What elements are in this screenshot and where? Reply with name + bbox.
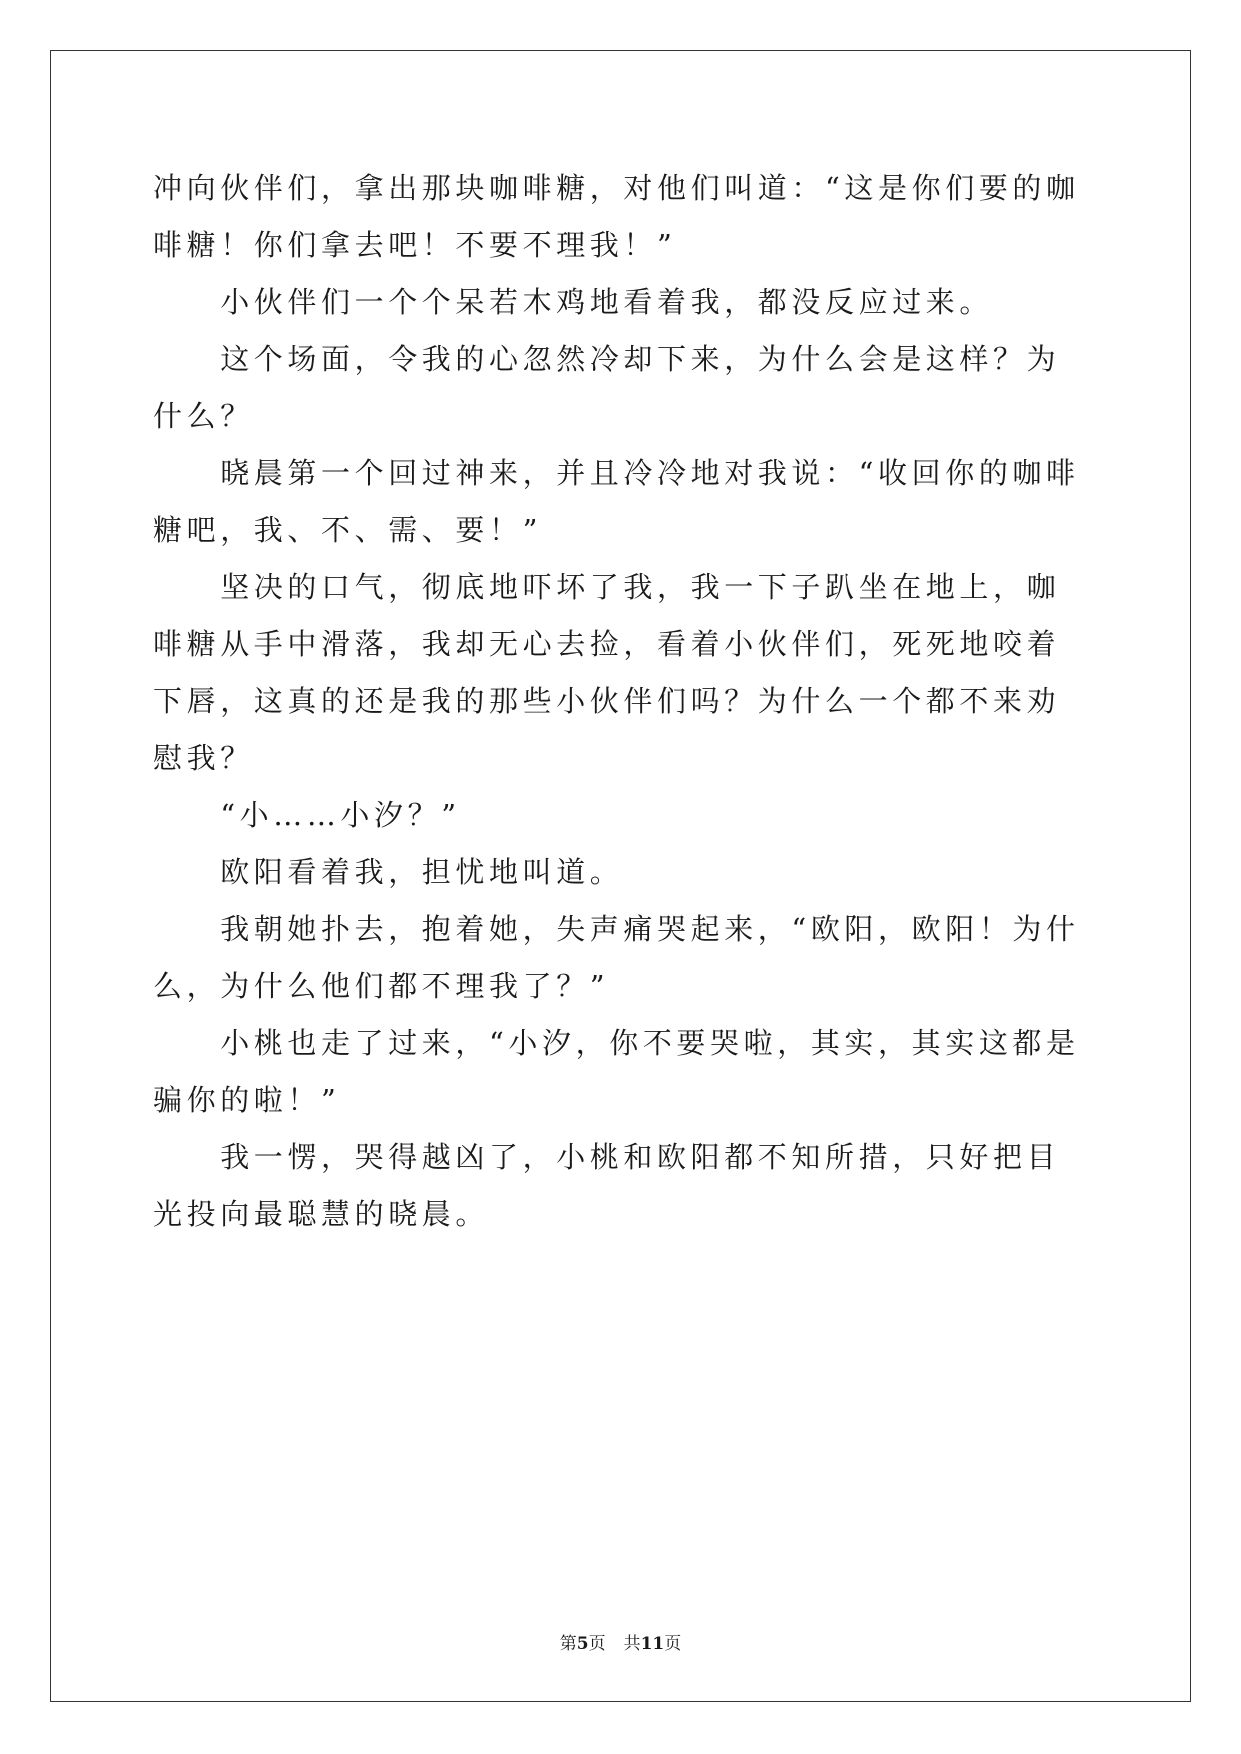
paragraph-5: 坚决的口气，彻底地吓坏了我，我一下子趴坐在地上，咖啡糖从手中滑落，我却无心去捡，看着小伙伴们，死死地咬着下唇，这真的还是我的那些小伙伴们吗？为什么一个都不来劝慰我？ bbox=[153, 570, 1061, 775]
document-body bbox=[153, 160, 1088, 1243]
paragraph-9: 小桃也走了过来，“小汐，你不要哭啦，其实，其实这都是骗你的啦！” bbox=[153, 1026, 1080, 1117]
paragraph-2: 小伙伴们一个个呆若木鸡地看着我，都没反应过来。 bbox=[153, 285, 994, 319]
page-footer bbox=[0, 1629, 1241, 1654]
paragraph-6: “小……小汐？” bbox=[153, 798, 461, 832]
paragraph-4: 晓晨第一个回过神来，并且冷冷地对我说：“收回你的咖啡糖吧，我、不、需、要！” bbox=[153, 456, 1080, 547]
total-prefix: 共 bbox=[623, 1634, 641, 1654]
total-suffix: 页 bbox=[664, 1634, 682, 1654]
paragraph-3: 这个场面，令我的心忽然冷却下来，为什么会是这样？为什么？ bbox=[153, 342, 1061, 433]
total-pages: 11 bbox=[640, 1634, 665, 1654]
page-number: 5 bbox=[576, 1634, 589, 1654]
paragraph-8: 我朝她扑去，抱着她，失声痛哭起来，“欧阳，欧阳！为什么，为什么他们都不理我了？” bbox=[153, 912, 1080, 1003]
paragraph-7: 欧阳看着我，担忧地叫道。 bbox=[153, 855, 624, 889]
page-suffix: 页 bbox=[588, 1634, 606, 1654]
page-prefix: 第 bbox=[559, 1634, 577, 1654]
paragraph-1: 冲向伙伴们，拿出那块咖啡糖，对他们叫道：“这是你们要的咖啡糖！你们拿去吧！不要不理我！” bbox=[153, 171, 1080, 262]
paragraph-10: 我一愣，哭得越凶了，小桃和欧阳都不知所措，只好把目光投向最聪慧的晓晨。 bbox=[153, 1140, 1061, 1231]
